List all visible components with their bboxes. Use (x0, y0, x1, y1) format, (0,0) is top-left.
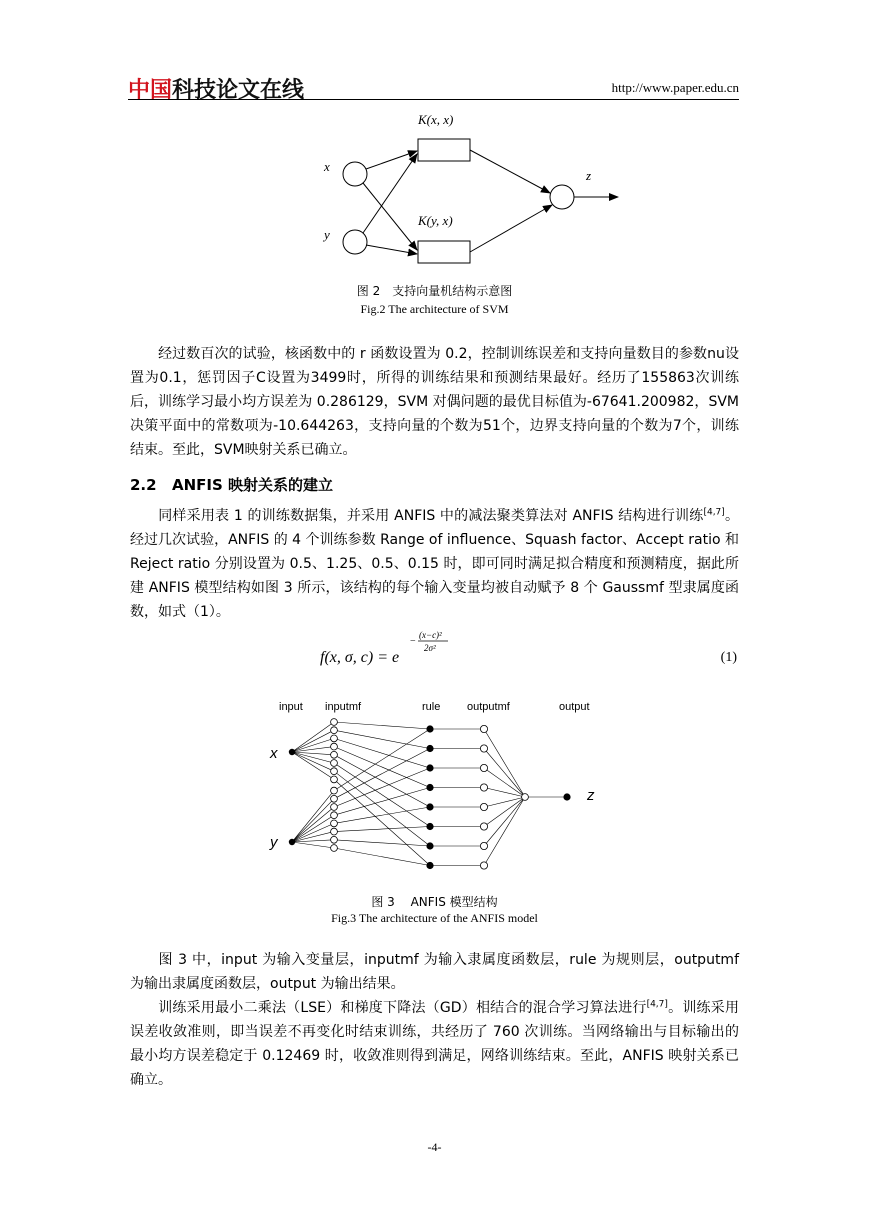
input-to-mf-edge (292, 840, 334, 842)
input-node-y (343, 230, 367, 254)
kernel-box-bottom (418, 241, 470, 263)
outputmf-to-sum-edge (484, 797, 525, 807)
anfis-rule-node (426, 745, 433, 752)
equation-exponent-denominator: 2σ² (424, 643, 436, 653)
mf-to-rule-edge (334, 807, 430, 823)
paragraph-anfis-setup: 同样采用表 1 的训练数据集，并采用 ANFIS 中的减法聚类算法对 ANFIS 结构进行训练[4,7]。经过几次试验，ANFIS 的 4 个训练参数 Range of influence、Squash factor、Accept ratio 和 Reject ratio 分别设置为 0.5、1.25、0.5、0.15 时，即可同时满足拟合精度和预测精度，据此所建 ANFIS 模型结构如图 3 所示，该结构的每个输入变量均被自动赋予 8 个 Gaussmf 型隶属度函数，如式（1）。 (130, 507, 740, 620)
outputmf-to-sum-edge (484, 797, 525, 866)
anfis-inputmf-node (331, 845, 338, 852)
layer-label-input: input (279, 701, 303, 713)
site-logo: 中国科技论文在线 (128, 78, 305, 103)
anfis-outputmf-node (480, 803, 487, 810)
input-to-mf-edge (292, 791, 334, 842)
anfis-rule-node (426, 842, 433, 849)
mf-to-rule-edge (334, 763, 430, 827)
mf-to-rule-edge (334, 755, 430, 807)
input-to-mf-edge (292, 799, 334, 842)
outputmf-to-sum-edge (484, 788, 525, 798)
outputmf-to-sum-edge (484, 749, 525, 798)
outputmf-to-sum-edge (484, 729, 525, 797)
mf-to-rule-edge (334, 779, 430, 865)
anfis-outputmf-node (480, 725, 487, 732)
kernel-label-bottom: K(y, x) (418, 213, 453, 228)
mf-to-rule-edge (334, 738, 430, 768)
input-node-x (343, 162, 367, 186)
paragraph-training: 训练采用最小二乘法（LSE）和梯度下降法（GD）相结合的混合学习算法进行[4,7]。训练采用误差收敛准则，即当误差不再变化时结束训练，共经历了 760 次训练。当网络输出与目标输出的最小均方误差稳定于 0.12469 时，收敛准则得到满足，网络训练结束。至此，ANFIS 映射关系已确立。 (130, 999, 739, 1088)
equation-minus-sign: − (410, 636, 416, 647)
header-rule (128, 99, 739, 100)
anfis-rule-node (426, 725, 433, 732)
mf-to-rule-edge (334, 827, 430, 832)
anfis-input-label-x: x (270, 745, 278, 762)
kernel-label-top: K(x, x) (418, 112, 454, 127)
edge-bottom-to-output (470, 205, 552, 252)
input-label-y: y (324, 227, 330, 242)
figure-2-svm-diagram (300, 105, 630, 275)
anfis-inputmf-node (331, 719, 338, 726)
input-to-mf-edge (292, 730, 334, 752)
outputmf-to-sum-edge (484, 797, 525, 827)
input-to-mf-edge (292, 738, 334, 752)
layer-label-inputmf: inputmf (325, 701, 362, 713)
anfis-inputmf-node (331, 751, 338, 758)
kernel-box-top (418, 139, 470, 161)
citation: [4,7] (646, 999, 668, 1010)
edge-x-to-top (366, 151, 417, 169)
outputmf-to-sum-edge (484, 797, 525, 846)
anfis-outputmf-node (480, 745, 487, 752)
figure-3-anfis-diagram (262, 692, 607, 887)
mf-to-rule-edge (334, 730, 430, 748)
anfis-rule-node (426, 823, 433, 830)
anfis-inputmf-node (331, 735, 338, 742)
figure-2-caption-cn: 图 2 支持向量机结构示意图 (356, 284, 513, 298)
mf-to-rule-edge (334, 848, 430, 866)
input-to-mf-edge (292, 815, 334, 842)
equation-1 (320, 626, 480, 670)
anfis-inputmf-node (331, 795, 338, 802)
anfis-inputmf-node (331, 787, 338, 794)
anfis-outputmf-node (480, 764, 487, 771)
anfis-inputmf-node (331, 836, 338, 843)
output-label-z: z (586, 168, 592, 183)
anfis-inputmf-node (331, 776, 338, 783)
mf-to-rule-edge (334, 840, 430, 846)
anfis-input-node (289, 839, 295, 845)
mf-to-rule-edge (334, 722, 430, 729)
paragraph-svm-results: 经过数百次的试验，核函数中的 r 函数设置为 0.2，控制训练误差和支持向量数目的参数nu设置为0.1，惩罚因子C设置为3499时，所得的训练结果和预测结果最好。经历了155863次训练后，训练学习最小均方误差为 0.286129，SVM 对偶问题的最优目标值为-67641.200982，SVM决策平面中的常数项为-10.644263，支持向量的个数为51个，边界支持向量的个数为7个，训练结束。至此，SVM映射关系已确立。 (130, 346, 739, 458)
input-to-mf-edge (292, 752, 334, 779)
anfis-inputmf-node (331, 828, 338, 835)
figure-3-caption-en: Fig.3 The architecture of the ANFIS model (331, 911, 538, 925)
anfis-rule-node (426, 784, 433, 791)
equation-exponent-numerator: (x−c)² (419, 630, 442, 640)
anfis-inputmf-node (331, 804, 338, 811)
anfis-rule-node (426, 764, 433, 771)
mf-to-rule-edge (334, 771, 430, 846)
anfis-input-label-y: y (270, 834, 278, 851)
layer-label-output: output (559, 701, 590, 713)
anfis-inputmf-node (331, 820, 338, 827)
anfis-input-node (289, 749, 295, 755)
edge-y-to-bottom (366, 245, 417, 254)
input-to-mf-edge (292, 842, 334, 848)
anfis-rule-node (426, 803, 433, 810)
edge-top-to-output (470, 150, 550, 193)
equation-number: (1) (720, 650, 737, 665)
anfis-sum-node (522, 794, 529, 801)
anfis-inputmf-node (331, 812, 338, 819)
page-number: -4- (427, 1140, 442, 1154)
anfis-outputmf-node (480, 784, 487, 791)
input-label-x: x (324, 159, 330, 174)
section-heading: 2.2 ANFIS 映射关系的建立 (130, 476, 334, 494)
figure-3-caption-cn: 图 3 ANFIS 模型结构 (371, 895, 498, 909)
anfis-outputmf-node (480, 842, 487, 849)
anfis-outputmf-node (480, 823, 487, 830)
header-url[interactable]: http://www.paper.edu.cn (611, 80, 739, 95)
paragraph-layer-description: 图 3 中，input 为输入变量层，inputmf 为输入隶属度函数层，rule 为规则层，outputmf 为输出隶属度函数层，output 为输出结果。 (130, 952, 739, 992)
anfis-rule-node (426, 862, 433, 869)
anfis-inputmf-node (331, 760, 338, 767)
anfis-inputmf-node (331, 768, 338, 775)
anfis-inputmf-node (331, 743, 338, 750)
input-to-mf-edge (292, 823, 334, 842)
anfis-output-node (563, 793, 570, 800)
anfis-outputmf-node (480, 862, 487, 869)
equation-lhs: f(x, σ, c) = e (320, 649, 400, 666)
layer-label-outputmf: outputmf (467, 701, 510, 713)
output-node-z (550, 185, 574, 209)
anfis-inputmf-node (331, 727, 338, 734)
layer-label-rule: rule (422, 701, 441, 713)
anfis-output-label-z: z (587, 787, 595, 804)
citation: [4,7] (703, 507, 725, 518)
figure-2-caption-en: Fig.2 The architecture of SVM (360, 302, 509, 316)
